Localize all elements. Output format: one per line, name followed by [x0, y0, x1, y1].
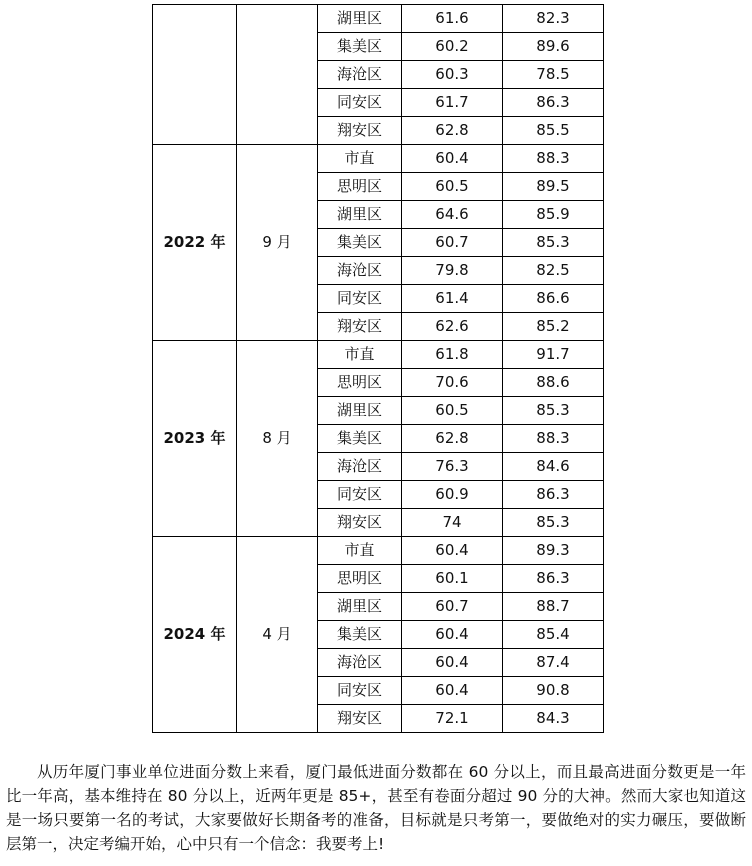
min-score-cell: 60.5 [402, 173, 503, 201]
min-score-cell: 60.4 [402, 145, 503, 173]
min-score-cell: 60.7 [402, 593, 503, 621]
max-score-cell: 85.4 [503, 621, 604, 649]
scores-table [152, 4, 604, 733]
min-score-cell: 79.8 [402, 257, 503, 285]
max-score-cell: 91.7 [503, 341, 604, 369]
district-cell: 翔安区 [318, 509, 402, 537]
district-cell: 湖里区 [318, 201, 402, 229]
district-cell: 同安区 [318, 285, 402, 313]
month-cell: 8 月 [237, 341, 318, 537]
district-cell: 同安区 [318, 481, 402, 509]
min-score-cell: 74 [402, 509, 503, 537]
district-cell: 海沧区 [318, 257, 402, 285]
district-cell: 湖里区 [318, 397, 402, 425]
max-score-cell: 85.9 [503, 201, 604, 229]
max-score-cell: 82.5 [503, 257, 604, 285]
district-cell: 市直 [318, 537, 402, 565]
min-score-cell: 64.6 [402, 201, 503, 229]
district-cell: 集美区 [318, 425, 402, 453]
min-score-cell: 60.4 [402, 649, 503, 677]
district-cell: 集美区 [318, 33, 402, 61]
max-score-cell: 89.5 [503, 173, 604, 201]
max-score-cell: 85.5 [503, 117, 604, 145]
max-score-cell: 85.2 [503, 313, 604, 341]
summary-paragraph: 从历年厦门事业单位进面分数上来看，厦门最低进面分数都在 60 分以上，而且最高进面分数更是一年比一年高，基本维持在 80 分以上，近两年更是 85+，甚至有卷面分超过 90 分的大神。然而大家也知道这是一场只要第一名的考试，大家要做好长期备考的准备，目标就是只考第一，要做绝对的实力碾压，要做断层第一，决定考编开始，心中只有一个信念：我要考上! [6, 763, 746, 853]
max-score-cell: 90.8 [503, 677, 604, 705]
max-score-cell: 85.3 [503, 509, 604, 537]
min-score-cell: 60.2 [402, 33, 503, 61]
district-cell: 市直 [318, 341, 402, 369]
max-score-cell: 85.3 [503, 229, 604, 257]
district-cell: 集美区 [318, 621, 402, 649]
max-score-cell: 88.3 [503, 425, 604, 453]
month-cell [237, 5, 318, 145]
min-score-cell: 76.3 [402, 453, 503, 481]
scores-table-body [153, 5, 604, 733]
max-score-cell: 88.3 [503, 145, 604, 173]
table-row [153, 537, 604, 565]
district-cell: 海沧区 [318, 453, 402, 481]
max-score-cell: 78.5 [503, 61, 604, 89]
min-score-cell: 60.9 [402, 481, 503, 509]
year-cell: 2022 年 [153, 145, 237, 341]
district-cell: 市直 [318, 145, 402, 173]
district-cell: 翔安区 [318, 313, 402, 341]
district-cell: 集美区 [318, 229, 402, 257]
min-score-cell: 60.1 [402, 565, 503, 593]
district-cell: 思明区 [318, 173, 402, 201]
max-score-cell: 82.3 [503, 5, 604, 33]
max-score-cell: 86.3 [503, 89, 604, 117]
table-row [153, 341, 604, 369]
district-cell: 湖里区 [318, 593, 402, 621]
max-score-cell: 84.3 [503, 705, 604, 733]
min-score-cell: 60.7 [402, 229, 503, 257]
max-score-cell: 85.3 [503, 397, 604, 425]
max-score-cell: 88.6 [503, 369, 604, 397]
max-score-cell: 86.6 [503, 285, 604, 313]
district-cell: 同安区 [318, 677, 402, 705]
table-row [153, 5, 604, 33]
district-cell: 思明区 [318, 369, 402, 397]
min-score-cell: 61.8 [402, 341, 503, 369]
max-score-cell: 89.6 [503, 33, 604, 61]
max-score-cell: 88.7 [503, 593, 604, 621]
max-score-cell: 87.4 [503, 649, 604, 677]
max-score-cell: 89.3 [503, 537, 604, 565]
min-score-cell: 60.4 [402, 621, 503, 649]
district-cell: 湖里区 [318, 5, 402, 33]
min-score-cell: 60.4 [402, 537, 503, 565]
min-score-cell: 62.8 [402, 425, 503, 453]
max-score-cell: 86.3 [503, 481, 604, 509]
max-score-cell: 84.6 [503, 453, 604, 481]
district-cell: 海沧区 [318, 61, 402, 89]
district-cell: 思明区 [318, 565, 402, 593]
min-score-cell: 62.8 [402, 117, 503, 145]
min-score-cell: 61.7 [402, 89, 503, 117]
min-score-cell: 72.1 [402, 705, 503, 733]
min-score-cell: 61.4 [402, 285, 503, 313]
district-cell: 翔安区 [318, 705, 402, 733]
year-cell [153, 5, 237, 145]
min-score-cell: 61.6 [402, 5, 503, 33]
year-cell: 2023 年 [153, 341, 237, 537]
district-cell: 同安区 [318, 89, 402, 117]
table-row [153, 145, 604, 173]
min-score-cell: 60.4 [402, 677, 503, 705]
month-cell: 4 月 [237, 537, 318, 733]
max-score-cell: 86.3 [503, 565, 604, 593]
min-score-cell: 70.6 [402, 369, 503, 397]
min-score-cell: 62.6 [402, 313, 503, 341]
year-cell: 2024 年 [153, 537, 237, 733]
district-cell: 翔安区 [318, 117, 402, 145]
district-cell: 海沧区 [318, 649, 402, 677]
min-score-cell: 60.3 [402, 61, 503, 89]
month-cell: 9 月 [237, 145, 318, 341]
min-score-cell: 60.5 [402, 397, 503, 425]
